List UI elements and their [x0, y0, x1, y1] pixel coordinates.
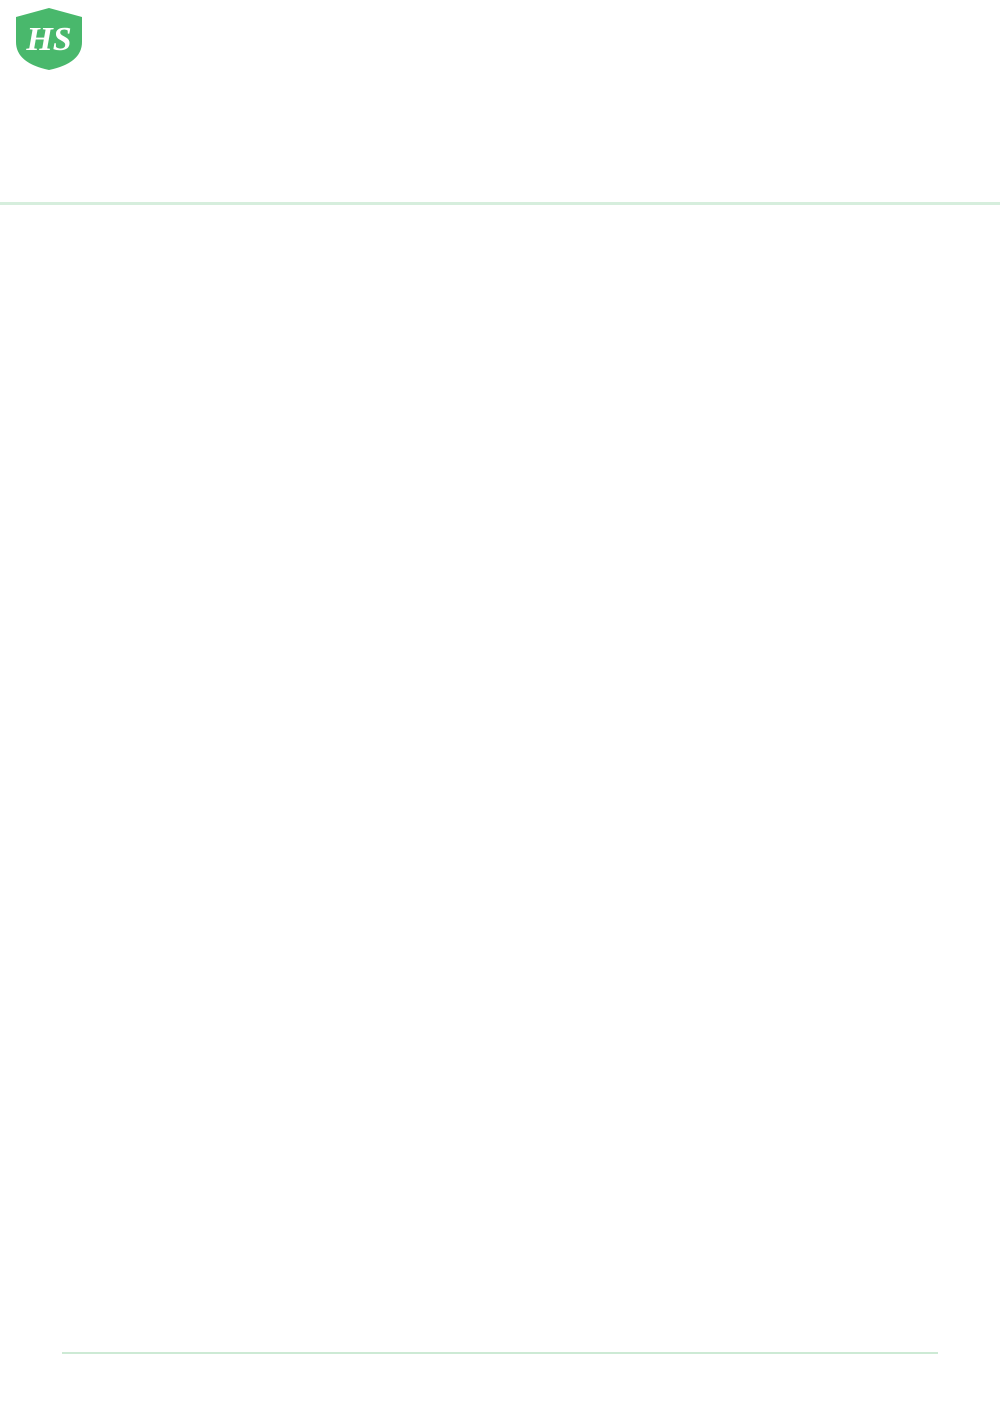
- svg-text:HS: HS: [26, 21, 72, 58]
